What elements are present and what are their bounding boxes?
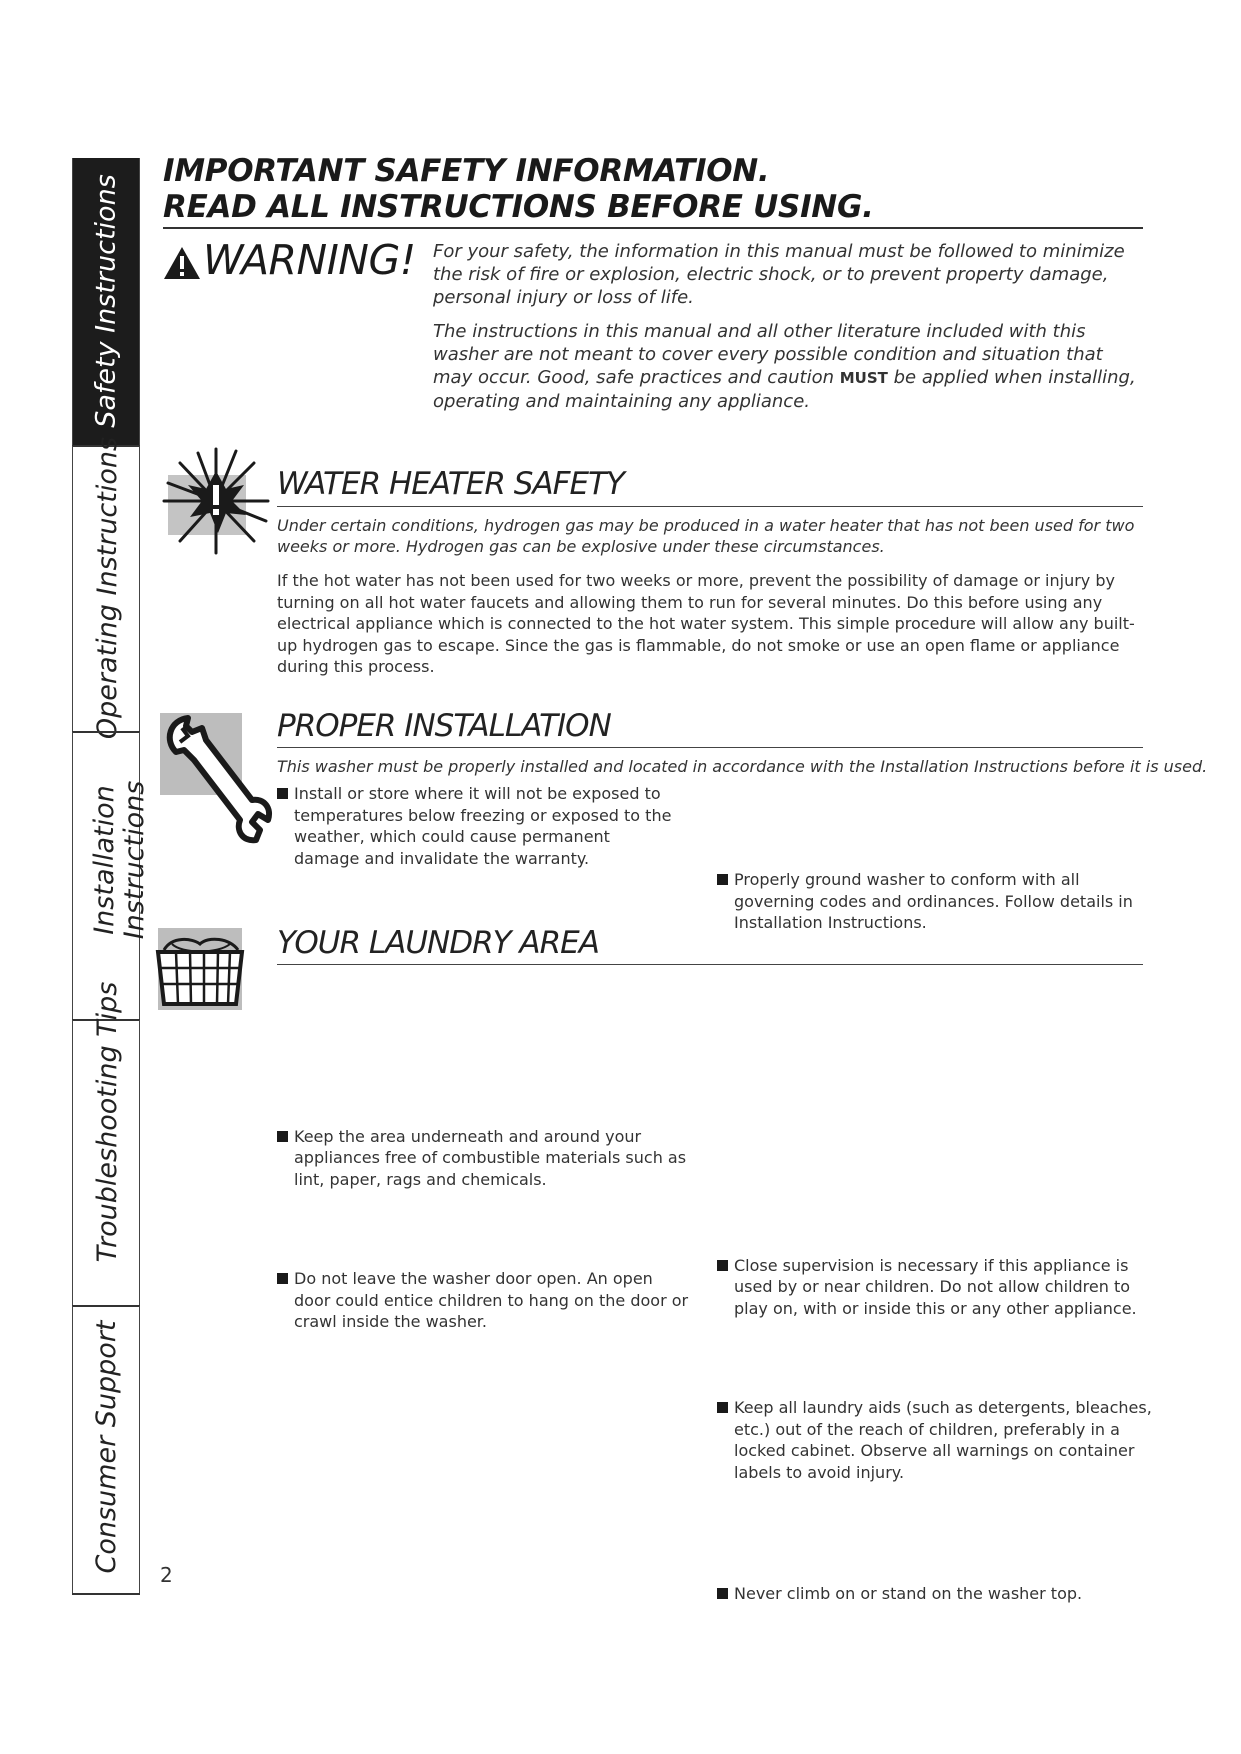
water-heater-lead: Under certain conditions, hydrogen gas may be produced in a water heater that has not been used for two weeks or more. Hydrogen gas can be explosive under these circumstances. <box>277 516 1135 556</box>
installation-lead: This washer must be properly installed and located in accordance with the Installation Instructions before it is used. <box>277 757 1208 776</box>
must-emphasis: MUST <box>839 369 888 387</box>
installation-rule <box>277 747 1143 748</box>
header-rule <box>163 227 1143 229</box>
water-heater-title: WATER HEATER SAFETY <box>277 466 624 502</box>
warning-paragraph-2: The instructions in this manual and all other literature included with this washer are not meant to cover every possible condition and situation that may occur. Good, safe practices and caution MUST be applied when installing, operating and maintaining any appliance. <box>433 321 1136 412</box>
tab-label-installation-2: Instructions <box>119 780 150 940</box>
page-number: 2 <box>160 1563 173 1587</box>
water-heater-rule <box>277 506 1143 507</box>
header-line-2: READ ALL INSTRUCTIONS BEFORE USING. <box>163 189 874 225</box>
laundry-basket-icon <box>152 930 248 1010</box>
installation-bullet-left: Install or store where it will not be exposed to temperatures below freezing or exposed to the weather, which could cause permanent damage and invalidate the warranty. <box>277 783 676 869</box>
laundry-bullet-left-1: Keep the area underneath and around your appliances free of combustible materials such as lint, paper, rags and chemicals. <box>277 1126 694 1191</box>
tab-label-troubleshooting: Troubleshooting Tips <box>92 981 123 1263</box>
water-heater-body: If the hot water has not been used for two weeks or more, prevent the possibility of damage or injury by turning on all hot water faucets and allowing them to run for several minutes. Do this before using any electrical appliance which is connected to the hot water system. This simple procedure will allow any built-up hydrogen gas to escape. Since the gas is flammable, do not smoke or use an open flame or appliance during this process. <box>277 571 1135 676</box>
laundry-rule <box>277 964 1143 965</box>
tab-label-installation-1: Installation <box>89 785 120 935</box>
wrench-icon <box>160 710 275 845</box>
installation-title: PROPER INSTALLATION <box>277 708 611 744</box>
tab-consumer-support[interactable] <box>72 1306 140 1593</box>
laundry-bullet-right-1: Close supervision is necessary if this appliance is used by or near children. Do not allow children to play on, with or inside this or any other appliance. <box>717 1255 1159 1320</box>
laundry-bullet-left-2: Do not leave the washer door open. An open door could entice children to hang on the door or crawl inside the washer. <box>277 1268 694 1333</box>
tab-label-operating: Operating Instructions <box>92 436 123 740</box>
header-line-1: IMPORTANT SAFETY INFORMATION. <box>163 153 770 189</box>
tab-safety-instructions[interactable] <box>72 158 140 445</box>
tab-label-consumer-support: Consumer Support <box>91 1320 122 1574</box>
installation-bullet-right: Properly ground washer to conform with all governing codes and ordinances. Follow details in Installation Instructions. <box>717 869 1159 934</box>
laundry-bullet-right-3: Never climb on or stand on the washer top. <box>717 1583 1159 1605</box>
laundry-title: YOUR LAUNDRY AREA <box>277 925 599 961</box>
explosion-icon <box>160 445 272 557</box>
page-header <box>163 153 1143 225</box>
laundry-bullet-right-2: Keep all laundry aids (such as detergents, bleaches, etc.) out of the reach of children, preferably in a locked cabinet. Observe all warnings on container labels to avoid injury. <box>717 1397 1159 1483</box>
warning-word: WARNING! <box>203 236 416 284</box>
warning-heading <box>163 234 433 290</box>
tab-label-safety: Safety Instructions <box>90 174 122 428</box>
tab-operating-instructions[interactable] <box>72 436 140 740</box>
warning-triangle-icon <box>163 246 201 280</box>
tab-troubleshooting-tips[interactable] <box>72 981 140 1305</box>
warning-paragraph-1: For your safety, the information in this manual must be followed to minimize the risk of fire or explosion, electric shock, or to prevent property damage, personal injury or loss of life. <box>433 241 1125 308</box>
